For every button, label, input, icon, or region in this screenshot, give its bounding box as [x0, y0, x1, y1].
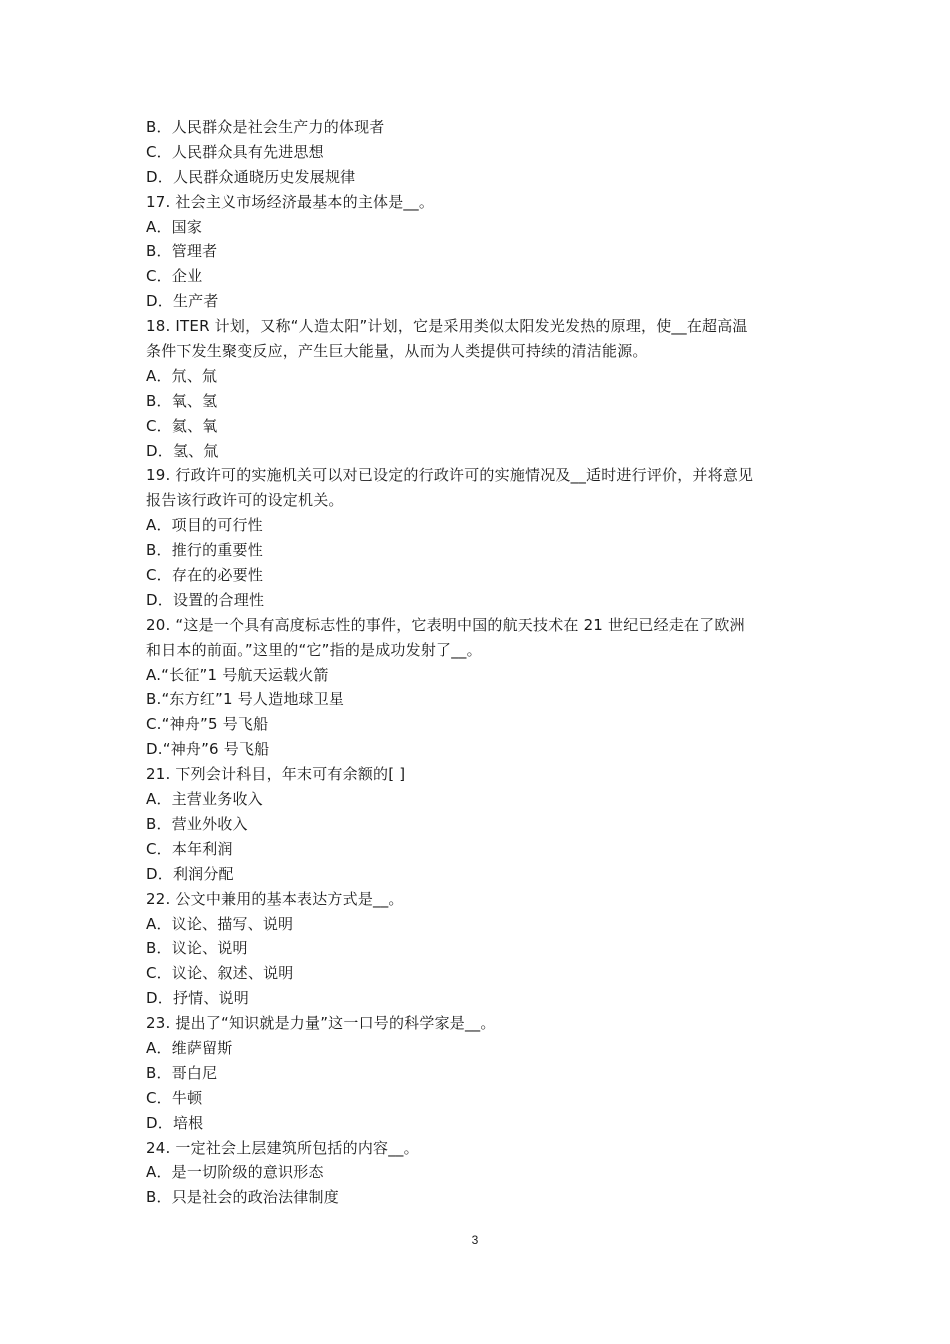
- text-line: B．只是社会的政治法律制度: [146, 1188, 339, 1207]
- text-line: 21. 下列会计科目，年末可有余额的[ ]: [146, 765, 406, 784]
- text-line: 条件下发生聚变反应，产生巨大能量，从而为人类提供可持续的清洁能源。: [146, 342, 648, 361]
- text-line: 23. 提出了“知识就是力量”这一口号的科学家是__。: [146, 1014, 496, 1033]
- text-line: D．利润分配: [146, 864, 234, 883]
- text-line: C．企业: [146, 267, 203, 286]
- text-line: A．议论、描写、说明: [146, 914, 294, 933]
- page-number: 3: [471, 1233, 479, 1247]
- text-line: B．氧、氢: [146, 391, 218, 410]
- text-line: C.“神舟”5 号飞船: [146, 715, 269, 734]
- text-line: 报告该行政许可的设定机关。: [146, 491, 344, 510]
- text-line: 19. 行政许可的实施机关可以对已设定的行政许可的实施情况及__适时进行评价，并将意见: [146, 466, 754, 485]
- text-line: B．议论、说明: [146, 939, 248, 958]
- text-line: C．牛顿: [146, 1088, 203, 1107]
- text-line: C．氦、氧: [146, 416, 218, 435]
- text-line: C．存在的必要性: [146, 566, 264, 585]
- text-line: A.“长征”1 号航天运载火箭: [146, 665, 329, 684]
- text-line: B.“东方红”1 号人造地球卫星: [146, 690, 345, 709]
- text-line: A．主营业务收入: [146, 790, 263, 809]
- text-line: D．生产者: [146, 292, 219, 311]
- text-line: B．人民群众是社会生产力的体现者: [146, 118, 385, 136]
- text-line: A．国家: [146, 217, 203, 236]
- text-line: D．人民群众通晓历史发展规律: [146, 167, 356, 186]
- text-line: D．抒情、说明: [146, 989, 249, 1008]
- text-line: B．管理者: [146, 242, 218, 261]
- text-line: 18. ITER 计划，又称“人造太阳”计划，它是采用类似太阳发光发热的原理，使__在超高温: [146, 317, 748, 336]
- text-line: A．氘、氚: [146, 366, 218, 385]
- text-line: C．人民群众具有先进思想: [146, 142, 324, 161]
- text-line: A．维萨留斯: [146, 1038, 233, 1057]
- text-line: 24. 一定社会上层建筑所包括的内容__。: [146, 1138, 419, 1157]
- text-line: C．本年利润: [146, 839, 233, 858]
- text-line: 20. “这是一个具有高度标志性的事件，它表明中国的航天技术在 21 世纪已经走在了欧洲: [146, 615, 745, 634]
- text-line: 和日本的前面。”这里的“它”指的是成功发射了__。: [146, 640, 482, 659]
- text-line: D．设置的合理性: [146, 590, 265, 609]
- text-line: C．议论、叙述、说明: [146, 964, 294, 983]
- question-text-body: [146, 115, 810, 1210]
- text-line: A．项目的可行性: [146, 516, 263, 535]
- text-line: B．营业外收入: [146, 814, 248, 833]
- text-line: 17. 社会主义市场经济最基本的主体是__。: [146, 192, 435, 211]
- text-line: A．是一切阶级的意识形态: [146, 1163, 324, 1182]
- text-line: D．氢、氚: [146, 441, 219, 460]
- text-line: D.“神舟”6 号飞船: [146, 740, 270, 759]
- text-line: B．哥白尼: [146, 1063, 218, 1082]
- text-line: B．推行的重要性: [146, 541, 263, 560]
- text-line: D．培根: [146, 1113, 204, 1132]
- text-line: 22. 公文中兼用的基本表达方式是__。: [146, 889, 404, 908]
